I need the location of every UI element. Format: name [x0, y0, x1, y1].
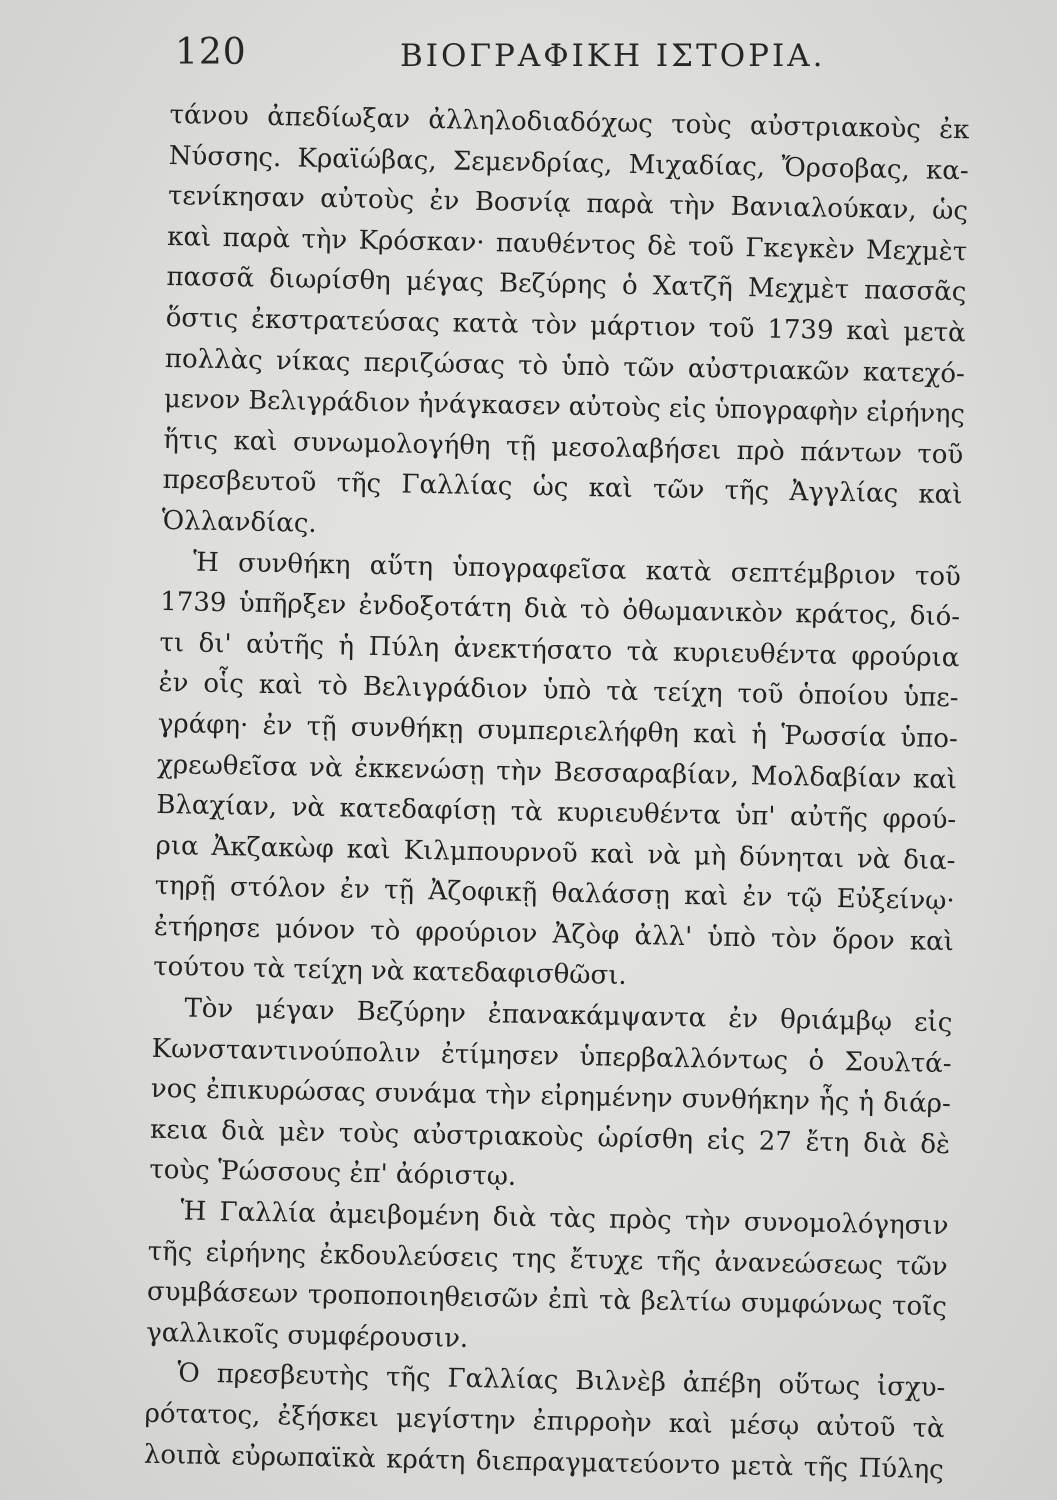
paragraph-2 [153, 541, 961, 1003]
text-line: ὅστις ἐκστρατεύσας κατὰ τὸν μάρτιον τοῦ 1739 καὶ μετὰ [165, 302, 966, 349]
text-line: ρια Ἀκζακὼφ καὶ Κιλμπουρνοῦ καὶ νὰ μὴ δύνηται νὰ δια- [155, 830, 956, 876]
text-line: πολλὰς νίκας περιζώσας τὸ ὑπὸ τῶν αὐστριακῶν κατεχό- [164, 343, 966, 389]
text-line: Ἡ συνθήκη αὕτη ὑπογραφεῖσα κατὰ σεπτέμβριον τοῦ [192, 547, 962, 592]
text-line: ρότατος, ἐξήσκει μεγίστην ἐπιρροὴν καὶ μέσῳ αὐτοῦ τὰ [144, 1398, 945, 1445]
running-title: ΒΙΟΓΡΑΦΙΚΗ ΙΣΤΟΡΙΑ. [400, 38, 826, 74]
paragraph-1 [161, 95, 969, 557]
text-line: πασσᾶ διωρίσθη μέγας Βεζύρης ὁ Χατζῆ Μεχμὲτ πασσᾶς [166, 262, 967, 308]
text-line: ἥτις καὶ συνωμολογήθη τῇ μεσολαβήσει πρὸ πάντων τοῦ [163, 424, 964, 471]
text-line: τούτου τὰ τείχη νὰ κατεδαφισθῶσι. [152, 952, 627, 992]
text-line: τι δι' αὐτῆς ἡ Πύλη ἀνεκτήσατο τὰ κυριευθέντα φρούρια [159, 627, 960, 673]
text-line: τοὺς Ῥώσσους ἐπ' ἀόριστῳ. [149, 1155, 517, 1193]
text-line: γαλλικοῖς συμφέρουσιν. [145, 1317, 469, 1354]
text-line: τῆς εἰρήνης ἐκδουλεύσεις της ἔτυχε τῆς ἀνανεώσεως τῶν [147, 1236, 948, 1282]
text-line: τάνου ἀπεδίωξαν ἀλληλοδιαδόχως τοὺς αὐστριακοὺς ἐκ [169, 99, 970, 146]
paragraph-5 [144, 1353, 946, 1490]
text-line: Ὁ πρεσβευτὴς τῆς Γαλλίας Βιλνὲβ ἀπέβη οὕτως ἰσχυ- [177, 1358, 946, 1404]
page-number: 120 [175, 32, 247, 73]
text-line: ἐν οἷς καὶ τὸ Βελιγράδιον ὑπὸ τὰ τείχη τοῦ ὁποίου ὑπε- [158, 668, 959, 714]
text-line: 1739 ὑπῆρξεν ἐνδοξοτάτη διὰ τὸ ὀθωμανικὸν κράτος, διό- [159, 587, 961, 633]
text-line: Τὸν μέγαν Βεζύρην ἐπανακάμψαντα ἐν θριάμβῳ εἰς [184, 993, 953, 1039]
text-line: καὶ παρὰ τὴν Κρόσκαν· παυθέντος δὲ τοῦ Γκεγκὲν Μεχμὲτ [166, 221, 968, 268]
text-line: μενον Βελιγράδιον ἠνάγκασεν αὐτοὺς εἰς ὑπογραφὴν εἰρήνης [163, 384, 966, 430]
text-line: ἐτήρησε μόνον τὸ φρούριον Ἀζὸφ ἀλλ' ὑπὸ τὸν ὅρον καὶ [153, 911, 955, 958]
text-line: πρεσβευτοῦ τῆς Γαλλίας ὡς καὶ τῶν τῆς Ἀγγλίας καὶ [162, 465, 963, 511]
text-line: Κωνσταντινούπολιν ἐτίμησεν ὑπερβαλλόντως ὁ Σουλτά- [151, 1033, 952, 1079]
text-line: συμβάσεων τροποποιηθεισῶν ἐπὶ τὰ βελτίω συμφώνως τοῖς [146, 1277, 948, 1323]
body-text [144, 95, 970, 1490]
text-line: τηρῇ στόλον ἐν τῇ Ἀζοφικῇ θαλάσσῃ καὶ ἐν τῷ Εὐξείνῳ· [154, 871, 955, 917]
text-line: Ὁλλανδίας. [161, 505, 317, 539]
text-line: Βλαχίαν, νὰ κατεδαφίσῃ τὰ κυριευθέντα ὑπ' αὐτῆς φρού- [156, 789, 957, 836]
paragraph-4 [146, 1191, 949, 1369]
paragraph-3 [149, 988, 953, 1206]
text-line: τενίκησαν αὐτοὺς ἐν Βοσνίᾳ παρὰ τὴν Βανιαλούκαν, ὡς [167, 181, 969, 227]
text-line: λοιπὰ εὐρωπαϊκὰ κράτη διεπραγματεύοντο μετὰ τῆς Πύλης [143, 1439, 945, 1485]
text-line: Ἡ Γαλλία ἀμειβομένη διὰ τὰς πρὸς τὴν συνομολόγησιν [180, 1196, 949, 1242]
text-line: νος ἐπικυρώσας συνάμα τὴν εἰρημένην συνθήκην ἧς ἡ διάρ- [150, 1074, 952, 1120]
text-line: κεια διὰ μὲν τοὺς αὐστριακοὺς ὡρίσθη εἰς 27 ἔτη διὰ δὲ [149, 1114, 951, 1161]
text-line: γράφη· ἐν τῇ συνθήκῃ συμπεριελήφθη καὶ ἡ Ῥωσσία ὑπο- [157, 708, 959, 755]
page-header [175, 28, 975, 88]
text-line: Νύσσης. Κραϊώβας, Σεμενδρίας, Μιχαδίας, Ὄρσοβας, κα- [168, 140, 969, 186]
text-line: χρεωθεῖσα νὰ ἐκκενώσῃ τὴν Βεσσαραβίαν, Μολδαβίαν καὶ [156, 749, 958, 795]
